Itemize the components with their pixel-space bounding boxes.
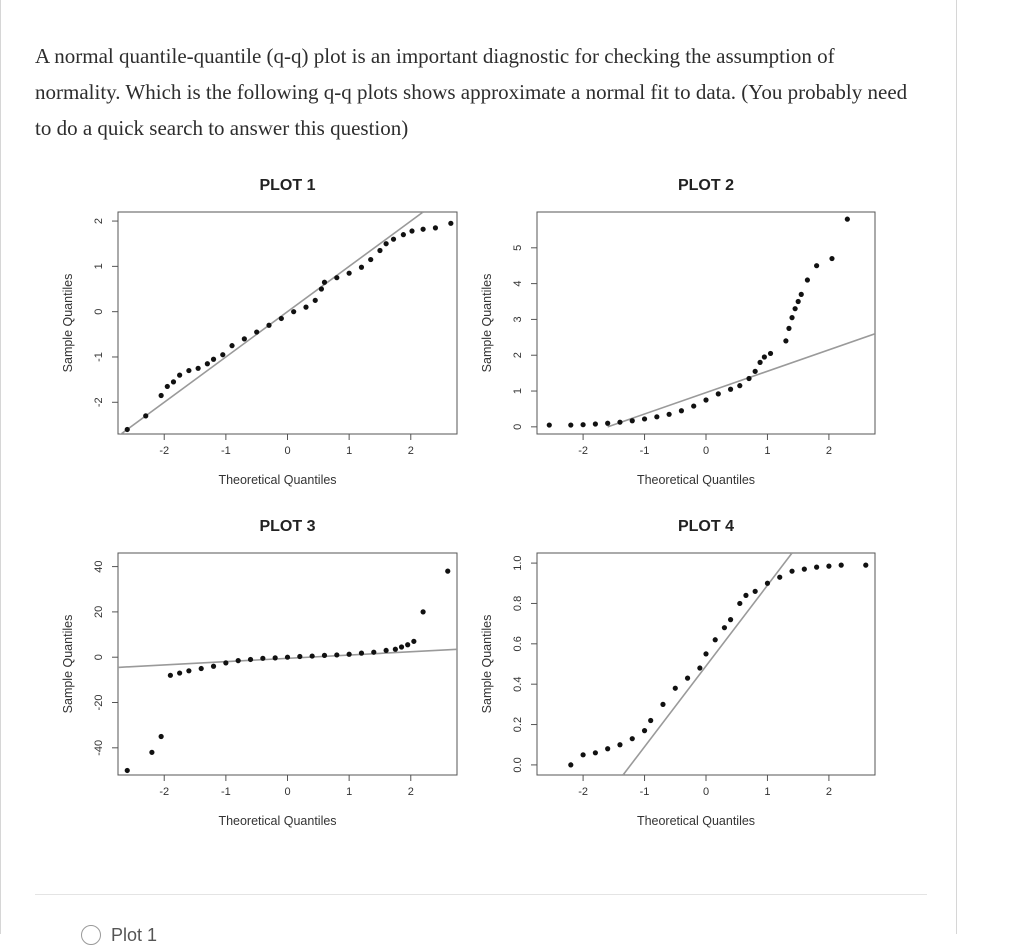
plot-2-data-point <box>593 421 598 426</box>
plot-1-data-point <box>384 241 389 246</box>
plot-2-data-point <box>783 338 788 343</box>
plot-4-x-tick-label: 0 <box>702 786 710 798</box>
plot-4-title: PLOT 4 <box>677 518 735 535</box>
plot-1-data-point <box>143 413 148 418</box>
plot-4-data-point <box>863 563 868 568</box>
plot-1-data-point <box>159 393 164 398</box>
plot-1-data-point <box>319 286 324 291</box>
plot-3-data-point <box>177 670 182 675</box>
plot-4-y-tick-label: 0.4 <box>512 676 524 692</box>
plot-4-y-tick-label: 0.0 <box>512 757 524 773</box>
plot-3-data-point <box>399 644 404 649</box>
plot-1-data-point <box>165 384 170 389</box>
plot-3-data-point <box>359 651 364 656</box>
plot-4-x-tick-label: 1 <box>764 786 771 798</box>
plot-2-data-point <box>786 326 791 331</box>
plot-4-data-point <box>802 567 807 572</box>
plot-4-data-point <box>642 728 647 733</box>
plot-1-y-axis-label: Sample Quantiles <box>61 273 75 373</box>
plot-2-reference-line <box>608 334 875 427</box>
plot-3-data-point <box>322 653 327 658</box>
plot-2-data-point <box>728 387 733 392</box>
plot-4-y-tick-label: 0.2 <box>512 716 524 733</box>
plot-3-x-tick-label: 1 <box>346 786 353 798</box>
plot-4-data-point <box>737 601 742 606</box>
plot-4-data-point <box>630 736 635 741</box>
plot-4-data-point <box>765 581 770 586</box>
plot-4-data-point <box>826 564 831 569</box>
plot-2-x-tick-label: -2 <box>578 445 588 457</box>
plot-1-data-point <box>125 427 130 432</box>
plot-1-data-point <box>279 316 284 321</box>
plot-3-data-point <box>310 653 315 658</box>
plot-4-reference-line <box>623 553 792 775</box>
plot-2-data-point <box>667 412 672 417</box>
plot-3-x-tick-label: 2 <box>407 786 414 798</box>
plot-2-y-tick-label: 1 <box>512 387 524 395</box>
plot-2-y-tick-label: 2 <box>512 352 524 359</box>
plot-2-data-point <box>642 416 647 421</box>
plot-1-data-point <box>433 225 438 230</box>
plot-2-data-point <box>789 315 794 320</box>
plot-1-data-point <box>322 280 327 285</box>
plot-2-data-point <box>654 414 659 419</box>
plot-3-x-axis-label: Theoretical Quantiles <box>218 814 337 828</box>
plot-3-data-point <box>334 652 339 657</box>
plot-1-y-tick-label: 0 <box>93 308 105 315</box>
plot-2-x-axis-label: Theoretical Quantiles <box>636 473 756 487</box>
plot-1-y-tick-label: -2 <box>93 397 105 408</box>
plot-2-data-point <box>768 351 773 356</box>
plot-4-data-point <box>789 569 794 574</box>
plot-3-x-tick-label: 0 <box>284 786 291 798</box>
plot-1-data-point <box>291 309 296 314</box>
plot-2-data-point <box>762 354 767 359</box>
plot-1-data-point <box>334 275 339 280</box>
plot-2-title: PLOT 2 <box>677 177 735 194</box>
plot-2-y-tick-label: 4 <box>512 280 524 287</box>
plot-1-data-point <box>448 221 453 226</box>
plot-3-title: PLOT 3 <box>259 518 316 535</box>
plot-4-data-point <box>753 589 758 594</box>
plot-2-data-point <box>617 420 622 425</box>
plot-3-data-point <box>186 668 191 673</box>
plot-4-x-tick-label: -1 <box>639 786 650 798</box>
question-text: A normal quantile-quantile (q-q) plot is an important diagnostic for checking the assumption of normality. Which is the following q-q plots shows approximate a normal fit to data. (You probably need to do a quick search to answer this question) <box>35 44 908 140</box>
plot-3-data-point <box>393 647 398 652</box>
plot-3-data-point <box>168 673 173 678</box>
plot-3-data-point <box>149 750 154 755</box>
plot-1-x-tick-label: 0 <box>284 445 291 457</box>
plot-3-x-tick-label: -2 <box>159 786 170 798</box>
plot-3-data-point <box>285 655 290 660</box>
plot-3-data-point <box>421 609 426 614</box>
option-label: Plot 1 <box>111 924 158 945</box>
plot-2-data-point <box>580 422 585 427</box>
plot-2-x-tick-label: 1 <box>764 445 771 457</box>
plot-1-x-axis-label: Theoretical Quantiles <box>218 473 337 487</box>
plot-4-data-point <box>660 702 665 707</box>
plot-4-data-point <box>703 651 708 656</box>
plot-2-data-point <box>737 383 742 388</box>
plot-2-data-point <box>630 418 635 423</box>
plot-4-data-point <box>777 575 782 580</box>
plot-1-y-tick-label: -1 <box>93 352 105 362</box>
plot-1-data-point <box>211 357 216 362</box>
plot-3-data-point <box>405 642 410 647</box>
plot-1-data-point <box>242 336 247 341</box>
plot-2-y-tick-label: 0 <box>512 423 524 430</box>
plot-1-x-tick-label: 1 <box>346 445 353 457</box>
plot-3-data-point <box>125 768 130 773</box>
plot-1-y-tick-label: 1 <box>93 263 105 270</box>
plot-4-data-point <box>673 686 678 691</box>
plot-3-data-point <box>211 664 216 669</box>
plot-4-data-point <box>580 752 585 757</box>
plot-3-y-axis-label: Sample Quantiles <box>61 614 75 714</box>
plot-4-data-point <box>697 665 702 670</box>
plot-1-y-tick-label: 2 <box>93 217 105 225</box>
plot-2-data-point <box>805 277 810 282</box>
plot-3-data-point <box>297 654 302 659</box>
plot-3-data-point <box>445 569 450 574</box>
plot-4-frame <box>537 553 875 775</box>
plot-2-data-point <box>845 217 850 222</box>
plot-1-data-point <box>303 305 308 310</box>
plot-1-x-tick-label: 2 <box>407 445 414 457</box>
plot-4-data-point <box>568 762 573 767</box>
plot-1-data-point <box>254 329 259 334</box>
plot-3-y-tick-label: 40 <box>93 560 105 573</box>
plot-3-data-point <box>273 655 278 660</box>
plot-2-data-point <box>753 369 758 374</box>
plot-2-x-tick-label: -1 <box>639 445 650 457</box>
plot-2-x-tick-label: 2 <box>825 445 832 457</box>
plot-3-data-point <box>248 657 253 662</box>
plot-3-y-tick-label: 0 <box>93 654 105 661</box>
plot-4-data-point <box>617 742 622 747</box>
plot-1-data-point <box>401 232 406 237</box>
plot-3-y-tick-label: 20 <box>93 605 105 619</box>
plot-2-data-point <box>799 292 804 297</box>
plot-2-data-point <box>746 376 751 381</box>
plot-1-x-tick-label: -1 <box>220 445 231 457</box>
plot-1-data-point <box>409 228 414 233</box>
plot-3-y-tick-label: -20 <box>93 694 105 711</box>
plot-2-data-point <box>605 421 610 426</box>
plot-2-data-point <box>796 299 801 304</box>
plot-4-data-point <box>605 746 610 751</box>
plot-3-data-point <box>159 734 164 739</box>
plot-4-data-point <box>722 625 727 630</box>
plot-1-data-point <box>359 265 364 270</box>
plot-3-data-point <box>411 639 416 644</box>
plot-4-data-point <box>713 637 718 642</box>
plot-1-data-point <box>391 237 396 242</box>
plot-1-data-point <box>229 343 234 348</box>
plot-4-data-point <box>685 676 690 681</box>
plot-2-data-point <box>814 263 819 268</box>
plot-4-data-point <box>593 750 598 755</box>
plot-1-data-point <box>368 257 373 262</box>
plot-1-data-point <box>421 227 426 232</box>
plot-3-data-point <box>223 660 228 665</box>
plot-1-data-point <box>313 298 318 303</box>
plot-3-data-point <box>236 658 241 663</box>
plot-1-x-tick-label: -2 <box>159 445 170 457</box>
plot-1-data-point <box>266 323 271 328</box>
plot-4-y-tick-label: 0.6 <box>512 636 524 652</box>
plot-2-data-point <box>547 422 552 427</box>
plot-2-data-point <box>703 397 708 402</box>
plot-1-data-point <box>205 361 210 366</box>
plot-2-y-tick-label: 3 <box>512 316 524 323</box>
plot-3-data-point <box>260 656 265 661</box>
plot-2-data-point <box>716 391 721 396</box>
plot-3-data-point <box>371 650 376 655</box>
plot-4-data-point <box>839 563 844 568</box>
plot-3-data-point <box>347 652 352 657</box>
plot-1-data-point <box>220 352 225 357</box>
plot-1-frame <box>118 212 457 434</box>
plot-4-data-point <box>728 617 733 622</box>
plot-4-x-tick-label: -2 <box>578 786 588 798</box>
plot-2-data-point <box>679 408 684 413</box>
plot-3-x-tick-label: -1 <box>220 786 231 798</box>
plot-4-x-axis-label: Theoretical Quantiles <box>636 814 756 828</box>
plot-2-y-axis-label: Sample Quantiles <box>480 273 494 373</box>
plot-1-data-point <box>186 368 191 373</box>
plot-4-data-point <box>648 718 653 723</box>
plot-3-y-tick-label: -40 <box>93 739 105 756</box>
plot-2-y-tick-label: 5 <box>512 244 524 251</box>
plot-1-data-point <box>347 271 352 276</box>
plot-1-title: PLOT 1 <box>259 177 316 194</box>
plot-4-x-tick-label: 2 <box>825 786 832 798</box>
plot-3-data-point <box>384 648 389 653</box>
plot-2-data-point <box>829 256 834 261</box>
plot-3-data-point <box>199 666 204 671</box>
plot-1-data-point <box>171 379 176 384</box>
plot-2-data-point <box>691 403 696 408</box>
plot-2-data-point <box>793 306 798 311</box>
plot-2-data-point <box>568 422 573 427</box>
plot-4-data-point <box>814 565 819 570</box>
plot-4-y-tick-label: 0.8 <box>512 595 524 612</box>
plot-1-data-point <box>177 373 182 378</box>
plot-4-y-axis-label: Sample Quantiles <box>480 614 494 714</box>
plot-1-data-point <box>196 366 201 371</box>
plot-4-y-tick-label: 1.0 <box>512 555 524 571</box>
plot-2-x-tick-label: 0 <box>702 445 710 457</box>
plot-2-data-point <box>757 360 762 365</box>
plot-4-data-point <box>743 593 748 598</box>
plot-1-data-point <box>377 248 382 253</box>
